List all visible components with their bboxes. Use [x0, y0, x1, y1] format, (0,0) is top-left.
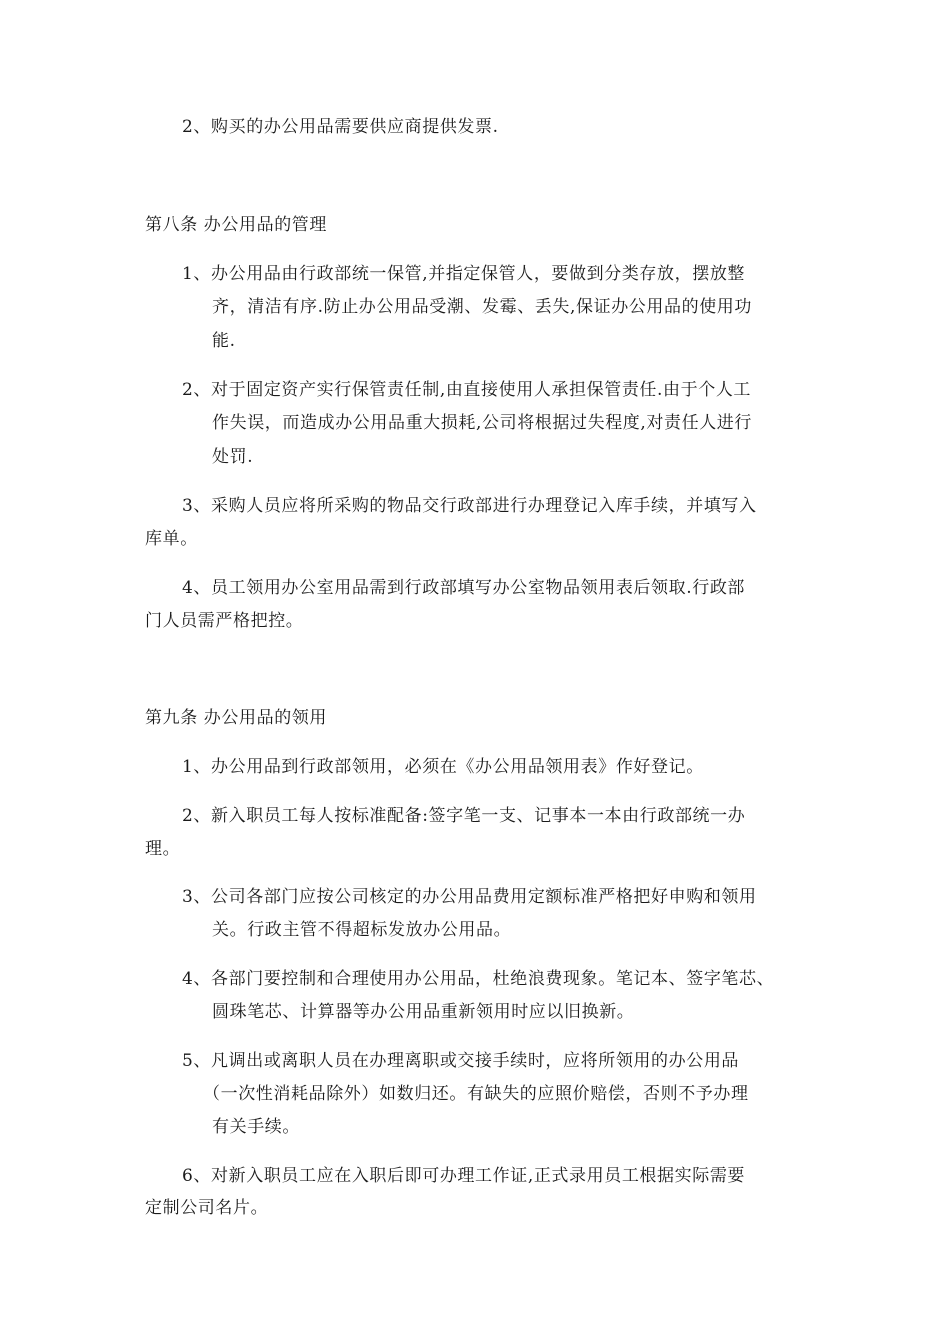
s9-item-1-line-1: 1、办公用品到行政部领用，必须在《办公用品领用表》作好登记。 — [182, 757, 704, 777]
section-8-heading: 第八条 办公用品的管理 — [145, 215, 328, 235]
s8-item-4-line-1: 4、员工领用办公室用品需到行政部填写办公室物品领用表后领取.行政部 — [182, 578, 746, 598]
s9-item-2-line-2: 理。 — [145, 839, 181, 859]
s9-item-5-line-1: 5、凡调出或离职人员在办理离职或交接手续时，应将所领用的办公用品 — [182, 1051, 740, 1071]
section-9-heading: 第九条 办公用品的领用 — [145, 708, 328, 728]
s8-item-3-line-2: 库单。 — [145, 529, 198, 549]
s9-item-3-line-1: 3、公司各部门应按公司核定的办公用品费用定额标准严格把好申购和领用 — [182, 887, 757, 907]
s8-item-2-line-1: 2、对于固定资产实行保管责任制,由直接使用人承担保管责任.由于个人工 — [182, 380, 752, 400]
s9-item-6-line-1: 6、对新入职员工应在入职后即可办理工作证,正式录用员工根据实际需要 — [182, 1166, 746, 1186]
prev-item-2-line-1: 2、购买的办公用品需要供应商提供发票. — [182, 117, 499, 137]
s9-item-5-line-3: 有关手续。 — [212, 1117, 300, 1137]
s9-item-6-line-2: 定制公司名片。 — [145, 1198, 269, 1218]
s8-item-4-line-2: 门人员需严格把控。 — [145, 611, 304, 631]
s8-item-2-line-2: 作失误，而造成办公用品重大损耗,公司将根据过失程度,对责任人进行 — [212, 413, 753, 433]
s9-item-2-line-1: 2、新入职员工每人按标准配备:签字笔一支、记事本一本由行政部统一办 — [182, 806, 746, 826]
s8-item-3-line-1: 3、采购人员应将所采购的物品交行政部进行办理登记入库手续，并填写入 — [182, 496, 757, 516]
s9-item-5-line-2: （一次性消耗品除外）如数归还。有缺失的应照价赔偿，否则不予办理 — [203, 1084, 749, 1104]
s8-item-1-line-1: 1、办公用品由行政部统一保管,并指定保管人，要做到分类存放，摆放整 — [182, 264, 746, 284]
s9-item-4-line-1: 4、各部门要控制和合理使用办公用品，杜绝浪费现象。笔记本、签字笔芯、 — [182, 969, 775, 989]
s8-item-2-line-3: 处罚. — [212, 447, 254, 467]
s9-item-4-line-2: 圆珠笔芯、计算器等办公用品重新领用时应以旧换新。 — [212, 1002, 635, 1022]
s9-item-3-line-2: 关。行政主管不得超标发放办公用品。 — [212, 920, 512, 940]
s8-item-1-line-3: 能. — [212, 331, 236, 351]
s8-item-1-line-2: 齐，清洁有序.防止办公用品受潮、发霉、丢失,保证办公用品的使用功 — [212, 297, 753, 317]
